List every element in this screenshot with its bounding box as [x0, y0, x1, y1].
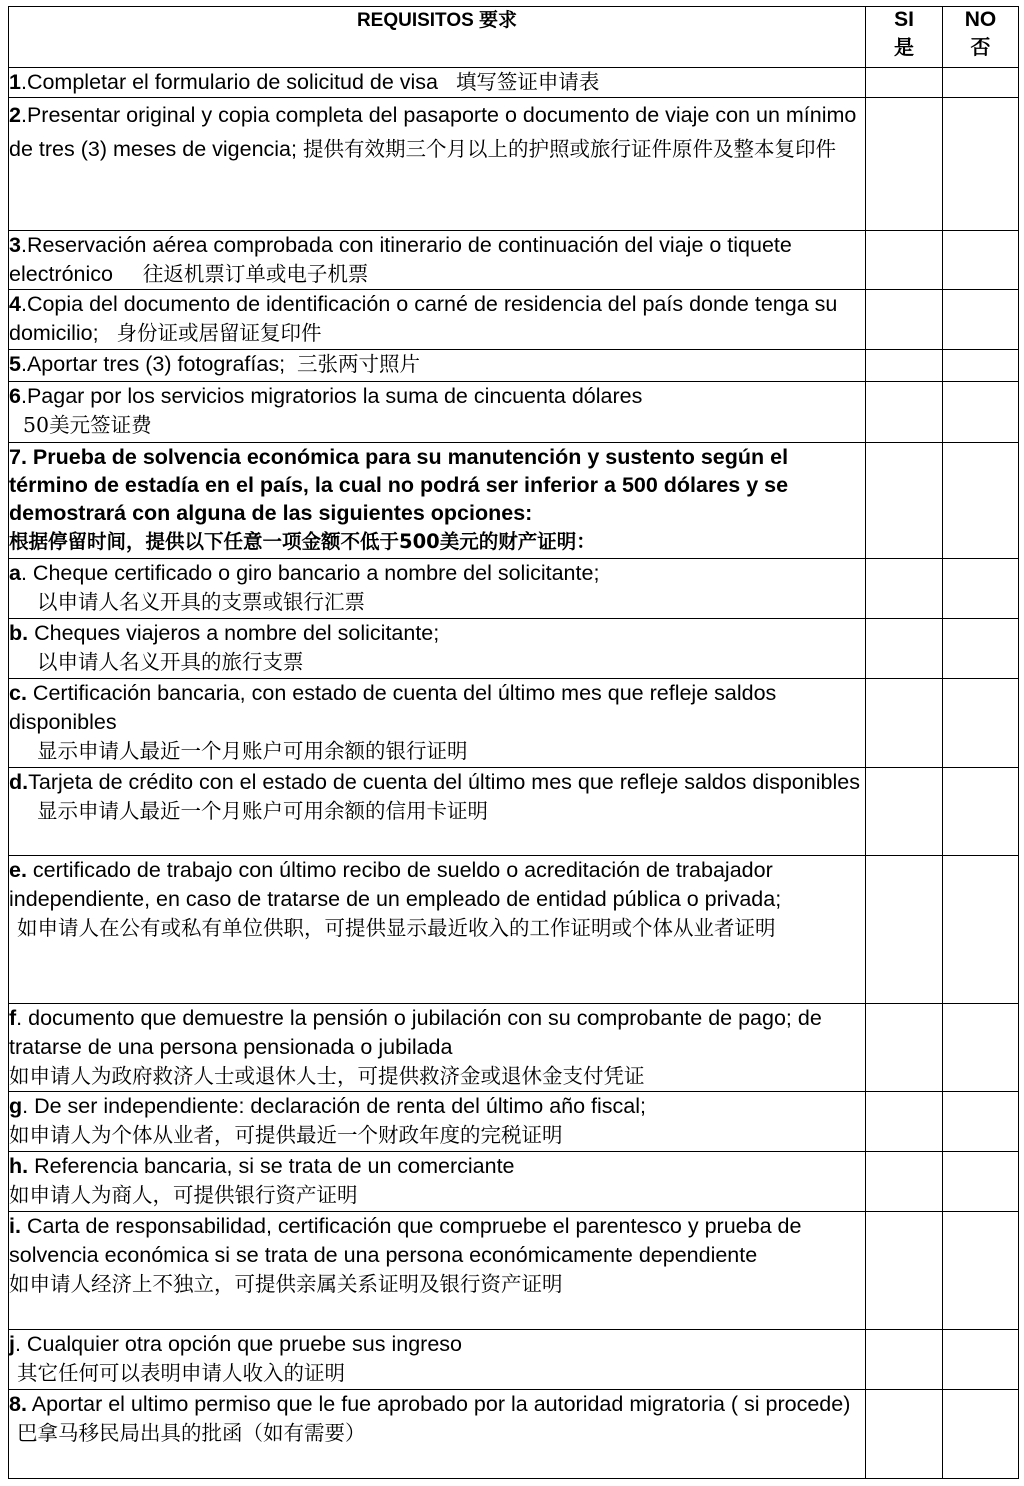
item-text-zh: 往返机票订单或电子机票 — [142, 262, 369, 286]
no-checkbox-cell[interactable] — [943, 382, 1019, 443]
si-checkbox-cell[interactable] — [866, 443, 943, 559]
no-checkbox-cell[interactable] — [943, 98, 1019, 231]
item-text-zh: 如申请人为政府救济人士或退休人士，可提供救济金或退休金支付凭证 — [9, 1064, 645, 1088]
item-text-zh: 显示申请人最近一个月账户可用余额的银行证明 — [37, 739, 468, 763]
no-checkbox-cell[interactable] — [943, 856, 1019, 1004]
requirement-cell — [9, 619, 866, 679]
item-text-zh: 如申请人为商人，可提供银行资产证明 — [9, 1183, 358, 1207]
item-text-es: . documento que demuestre la pensión o jubilación con su comprobante de pago; de tratarse de una persona pensionada o jubilada — [9, 1006, 822, 1059]
si-checkbox-cell[interactable] — [866, 231, 943, 290]
si-checkbox-cell[interactable] — [866, 1212, 943, 1330]
item-letter: c. — [9, 681, 27, 705]
item-text-es: Prueba de solvencia económica para su manutención y sustento según el término de estadía en el país, la cual no podrá ser inferior a 500 dólares y se demostrará con alguna de las siguientes opciones: — [9, 445, 789, 525]
si-checkbox-cell[interactable] — [866, 382, 943, 443]
item-text-zh: 如申请人为个体从业者，可提供最近一个财政年度的完税证明 — [9, 1123, 563, 1147]
requirement-cell — [9, 68, 866, 98]
requirement-row — [9, 350, 1019, 382]
item-number: 6 — [9, 384, 21, 408]
requirement-row — [9, 290, 1019, 350]
no-checkbox-cell[interactable] — [943, 679, 1019, 768]
item-text-zh: 显示申请人最近一个月账户可用余额的信用卡证明 — [37, 799, 488, 823]
item-text-es: .Reservación aérea comprobada con itinerario de continuación del viaje o tiquete electrónico — [9, 233, 792, 286]
no-label-zh: 否 — [970, 35, 991, 59]
si-checkbox-cell[interactable] — [866, 350, 943, 382]
si-checkbox-cell[interactable] — [866, 559, 943, 619]
requirement-cell — [9, 443, 866, 559]
item-letter: a — [9, 561, 21, 585]
requirement-row — [9, 1390, 1019, 1479]
item-text-es: Aportar el ultimo permiso que le fue aprobado por la autoridad migratoria ( si procede) — [31, 1392, 851, 1416]
item-number: 5 — [9, 352, 21, 376]
si-checkbox-cell[interactable] — [866, 679, 943, 768]
no-checkbox-cell[interactable] — [943, 1152, 1019, 1212]
no-checkbox-cell[interactable] — [943, 1330, 1019, 1390]
requirement-row — [9, 1212, 1019, 1330]
item-text-zh: 以申请人名义开具的支票或银行汇票 — [37, 590, 365, 614]
item-text-zh: 其它任何可以表明申请人收入的证明 — [17, 1361, 345, 1385]
item-number: 7. — [9, 445, 27, 469]
item-text-zh: 身份证或居留证复印件 — [116, 321, 322, 345]
item-number: 8. — [9, 1392, 27, 1416]
requirement-row — [9, 679, 1019, 768]
item-text-zh: 以申请人名义开具的旅行支票 — [37, 650, 304, 674]
requirement-row — [9, 856, 1019, 1004]
requirement-row — [9, 1092, 1019, 1152]
item-number: 3 — [9, 233, 21, 257]
item-text-es: Certificación bancaria, con estado de cuenta del último mes que refleje saldos disponibles — [9, 681, 777, 734]
no-checkbox-cell[interactable] — [943, 443, 1019, 559]
requirements-table — [8, 6, 1019, 1479]
item-text-es: . Cheque certificado o giro bancario a nombre del solicitante; — [20, 561, 600, 585]
no-header — [943, 7, 1019, 68]
item-text-es: .Completar el formulario de solicitud de visa — [20, 70, 439, 94]
no-checkbox-cell[interactable] — [943, 768, 1019, 856]
si-checkbox-cell[interactable] — [866, 98, 943, 231]
requirement-cell — [9, 1092, 866, 1152]
requirement-row — [9, 1152, 1019, 1212]
item-text-zh: 三张两寸照片 — [297, 352, 421, 376]
requirement-cell — [9, 559, 866, 619]
no-checkbox-cell[interactable] — [943, 1212, 1019, 1330]
item-text-es: . De ser independiente: declaración de renta del último año fiscal; — [22, 1094, 647, 1118]
si-header — [866, 7, 943, 68]
item-text-zh: 如申请人经济上不独立，可提供亲属关系证明及银行资产证明 — [9, 1272, 563, 1296]
si-checkbox-cell[interactable] — [866, 1330, 943, 1390]
requirement-row — [9, 619, 1019, 679]
requirement-cell — [9, 1390, 866, 1479]
requirement-cell — [9, 768, 866, 856]
requirement-cell — [9, 382, 866, 443]
item-text-es: Tarjeta de crédito con el estado de cuenta del último mes que refleje saldos disponibles — [28, 770, 860, 794]
no-checkbox-cell[interactable] — [943, 559, 1019, 619]
si-checkbox-cell[interactable] — [866, 856, 943, 1004]
no-checkbox-cell[interactable] — [943, 1004, 1019, 1092]
item-text-es: .Pagar por los servicios migratorios la suma de cincuenta dólares — [20, 384, 643, 408]
item-text-zh: 巴拿马移民局出具的批函（如有需要） — [17, 1421, 366, 1445]
requirement-cell — [9, 98, 866, 231]
requisitos-header: REQUISITOS 要求 — [9, 7, 866, 68]
item-number: 4 — [9, 292, 21, 316]
item-text-es: .Aportar tres (3) fotografías; — [20, 352, 286, 376]
item-text-zh: 提供有效期三个月以上的护照或旅行证件原件及整本复印件 — [302, 137, 836, 161]
si-checkbox-cell[interactable] — [866, 290, 943, 350]
no-checkbox-cell[interactable] — [943, 68, 1019, 98]
requirement-cell — [9, 1152, 866, 1212]
requirement-cell — [9, 679, 866, 768]
no-checkbox-cell[interactable] — [943, 290, 1019, 350]
requirement-cell — [9, 856, 866, 1004]
item-text-zh: 如申请人在公有或私有单位供职，可提供显示最近收入的工作证明或个体从业者证明 — [17, 916, 776, 940]
item-text-es: Referencia bancaria, si se trata de un comerciante — [34, 1154, 515, 1178]
item-text-es: certificado de trabajo con último recibo de sueldo o acreditación de trabajador independiente, en caso de tratarse de un empleado de entidad pública o privada; — [9, 858, 782, 911]
item-letter: d. — [9, 770, 29, 794]
item-letter: b. — [9, 621, 29, 645]
si-checkbox-cell[interactable] — [866, 768, 943, 856]
requirement-cell — [9, 1212, 866, 1330]
item-text-zh: 50美元签证费 — [23, 413, 152, 437]
item-text-es: .Copia del documento de identificación o carné de residencia del país donde tenga su domicilio; — [9, 292, 838, 345]
requirement-row — [9, 559, 1019, 619]
item-number: 1 — [9, 70, 21, 94]
requirement-cell — [9, 350, 866, 382]
item-letter: i. — [9, 1214, 21, 1238]
requirement-row — [9, 443, 1019, 559]
requirement-row — [9, 382, 1019, 443]
requirement-row — [9, 1004, 1019, 1092]
si-checkbox-cell[interactable] — [866, 619, 943, 679]
item-text-zh: 根据停留时间，提供以下任意一项金额不低于500美元的财产证明： — [9, 530, 596, 553]
item-letter: e. — [9, 858, 27, 882]
si-checkbox-cell[interactable] — [866, 1092, 943, 1152]
item-letter: j — [9, 1332, 15, 1356]
requirement-row — [9, 98, 1019, 231]
si-label: SI — [894, 8, 914, 31]
no-checkbox-cell[interactable] — [943, 619, 1019, 679]
si-checkbox-cell[interactable] — [866, 1390, 943, 1479]
si-checkbox-cell[interactable] — [866, 1152, 943, 1212]
no-label: NO — [964, 8, 997, 31]
item-number: 2 — [9, 103, 21, 127]
item-text-es: Cheques viajeros a nombre del solicitante; — [34, 621, 440, 645]
item-text-zh: 填写签证申请表 — [455, 70, 600, 94]
header-row — [9, 7, 1019, 68]
requirement-row — [9, 768, 1019, 856]
requirement-cell — [9, 1330, 866, 1390]
requirement-row — [9, 68, 1019, 98]
no-checkbox-cell[interactable] — [943, 1092, 1019, 1152]
item-text-es: .Presentar original y copia completa del pasaporte o documento de viaje con un mínimo de tres (3) meses de vigencia; — [9, 103, 857, 161]
requirement-row — [9, 1330, 1019, 1390]
item-text-es: Carta de responsabilidad, certificación que compruebe el parentesco y prueba de solvencia económica si se trata de una persona económicamente dependiente — [9, 1214, 802, 1267]
si-checkbox-cell[interactable] — [866, 1004, 943, 1092]
no-checkbox-cell[interactable] — [943, 1390, 1019, 1479]
item-letter: g — [9, 1094, 23, 1118]
requirement-cell — [9, 290, 866, 350]
si-label-zh: 是 — [894, 35, 914, 59]
no-checkbox-cell[interactable] — [943, 231, 1019, 290]
requirement-cell — [9, 1004, 866, 1092]
requirement-row — [9, 231, 1019, 290]
item-letter: f — [9, 1006, 17, 1030]
requirement-cell — [9, 231, 866, 290]
item-text-es: . Cualquier otra opción que pruebe sus ingreso — [14, 1332, 462, 1356]
si-checkbox-cell[interactable] — [866, 68, 943, 98]
item-letter: h. — [9, 1154, 29, 1178]
no-checkbox-cell[interactable] — [943, 350, 1019, 382]
